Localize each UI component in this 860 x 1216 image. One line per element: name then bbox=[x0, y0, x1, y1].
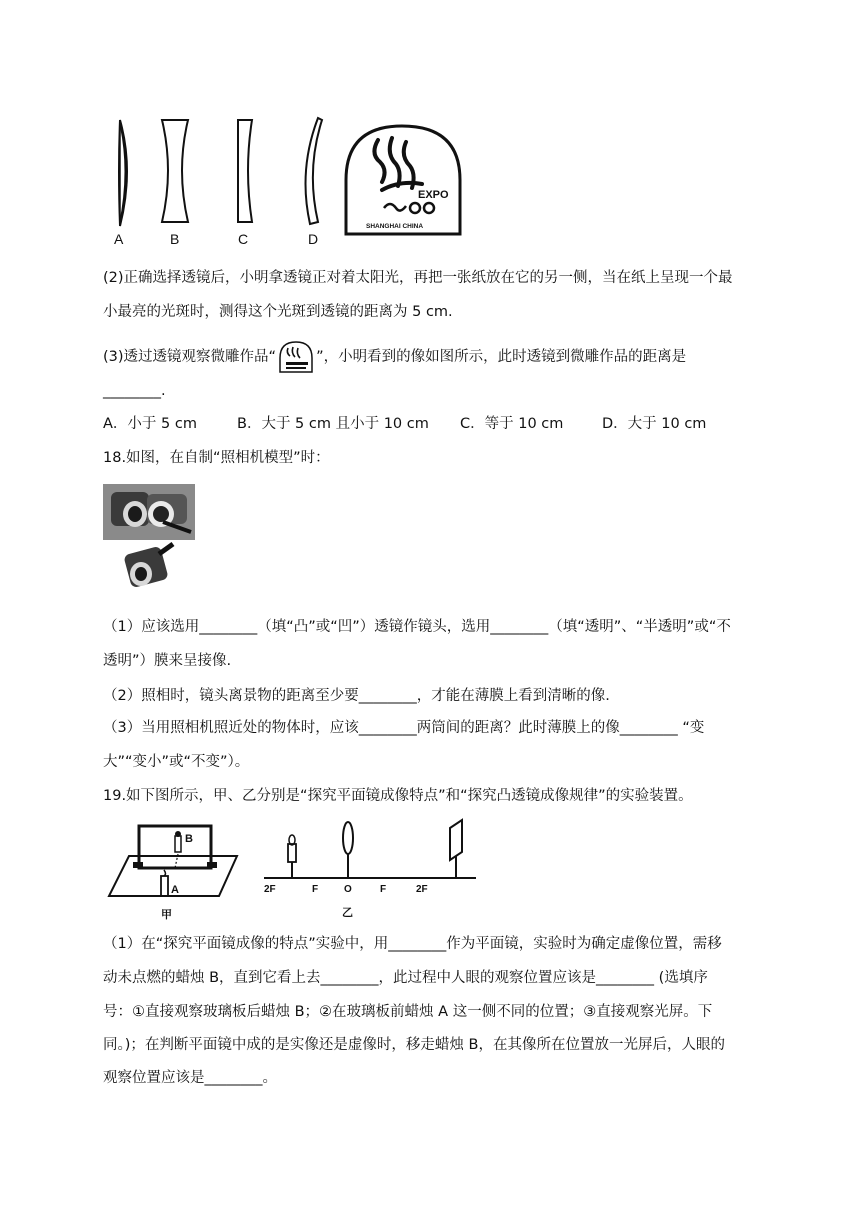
lens-label-b: B bbox=[170, 231, 180, 247]
expo-logo-inline bbox=[276, 340, 316, 374]
lens-d bbox=[306, 118, 323, 224]
q17-option-a: A．小于 5 cm bbox=[103, 416, 197, 432]
q17-option-d: D．大于 10 cm bbox=[602, 416, 707, 432]
q19-s1-line3: 号：①直接观察玻璃板后蜡烛 B；②在玻璃板前蜡烛 A 这一侧不同的位置；③直接观察光屏。下 bbox=[103, 1004, 713, 1020]
convex-lens-figure bbox=[262, 818, 482, 922]
q17-option-c: C．等于 10 cm bbox=[460, 416, 564, 432]
lens-b bbox=[162, 120, 188, 222]
svg-text:O: O bbox=[344, 884, 352, 895]
svg-text:B: B bbox=[185, 833, 193, 845]
q18-s3-line2: 大”“变小”或“不变”）。 bbox=[103, 754, 250, 770]
plane-mirror-figure bbox=[103, 818, 243, 922]
expo-logo bbox=[346, 126, 460, 234]
lens-figure bbox=[100, 110, 480, 250]
svg-text:SHANGHAI CHINA: SHANGHAI CHINA bbox=[366, 223, 424, 230]
q18-s1-line2: 透明”）膜来呈接像. bbox=[103, 653, 232, 669]
svg-text:A: A bbox=[171, 884, 179, 896]
lens-label-a: A bbox=[114, 231, 124, 247]
svg-text:EXPO: EXPO bbox=[418, 189, 449, 201]
q19-title: 19.如下图所示，甲、乙分别是“探究平面镜成像特点”和“探究凸透镜成像规律”的实验装置。 bbox=[103, 788, 693, 804]
q17-p3-after: ”，小明看到的像如图所示，此时透镜到微雕作品的距离是 bbox=[316, 349, 687, 365]
lens-label-d: D bbox=[308, 231, 319, 247]
q19-s1-line2: 动未点燃的蜡烛 B，直到它看上去________，此过程中人眼的观察位置应该是________ (选填序 bbox=[103, 970, 708, 986]
q19-s1-line1: （1）在“探究平面镜成像的特点”实验中，用________作为平面镜，实验时为确定虚像位置，需移 bbox=[103, 936, 722, 952]
q17-p3-line bbox=[103, 340, 686, 374]
svg-text:2F: 2F bbox=[264, 884, 276, 895]
q19-s1-line4: 同。)；在判断平面镜中成的是实像还是虚像时，移走蜡烛 B，在其像所在位置放一光屏后，人眼的 bbox=[103, 1037, 725, 1053]
svg-text:F: F bbox=[312, 884, 319, 895]
q18-title: 18.如图，在自制“照相机模型”时： bbox=[103, 450, 330, 466]
q17-p2-line2: 小最亮的光斑时，测得这个光斑到透镜的距离为 5 cm. bbox=[103, 304, 453, 320]
q18-s2: （2）照相时，镜头离景物的距离至少要________，才能在薄膜上看到清晰的像. bbox=[103, 688, 610, 704]
q19-s1-line5: 观察位置应该是________。 bbox=[103, 1070, 277, 1086]
q17-option-b: B．大于 5 cm 且小于 10 cm bbox=[237, 416, 429, 432]
svg-text:乙: 乙 bbox=[342, 907, 353, 919]
svg-text:F: F bbox=[380, 884, 387, 895]
q18-s1-line1: （1）应该选用________（填“凸”或“凹”）透镜作镜头，选用________（填“透明”、“半透明”或“不 bbox=[103, 619, 731, 635]
svg-text:甲: 甲 bbox=[161, 909, 172, 921]
svg-text:2F: 2F bbox=[416, 884, 428, 895]
camera-model-photo bbox=[103, 484, 195, 596]
q17-p2-line1: (2)正确选择透镜后，小明拿透镜正对着太阳光，再把一张纸放在它的另一侧，当在纸上呈现一个最 bbox=[103, 270, 733, 286]
lens-c bbox=[238, 120, 252, 222]
q17-p3-blank: ________. bbox=[103, 383, 166, 399]
q18-s3-line1: （3）当用照相机照近处的物体时，应该________两筒间的距离？此时薄膜上的像________ “变 bbox=[103, 720, 705, 736]
q17-p3-before: (3)透过透镜观察微雕作品“ bbox=[103, 349, 277, 365]
lens-label-c: C bbox=[238, 231, 249, 247]
